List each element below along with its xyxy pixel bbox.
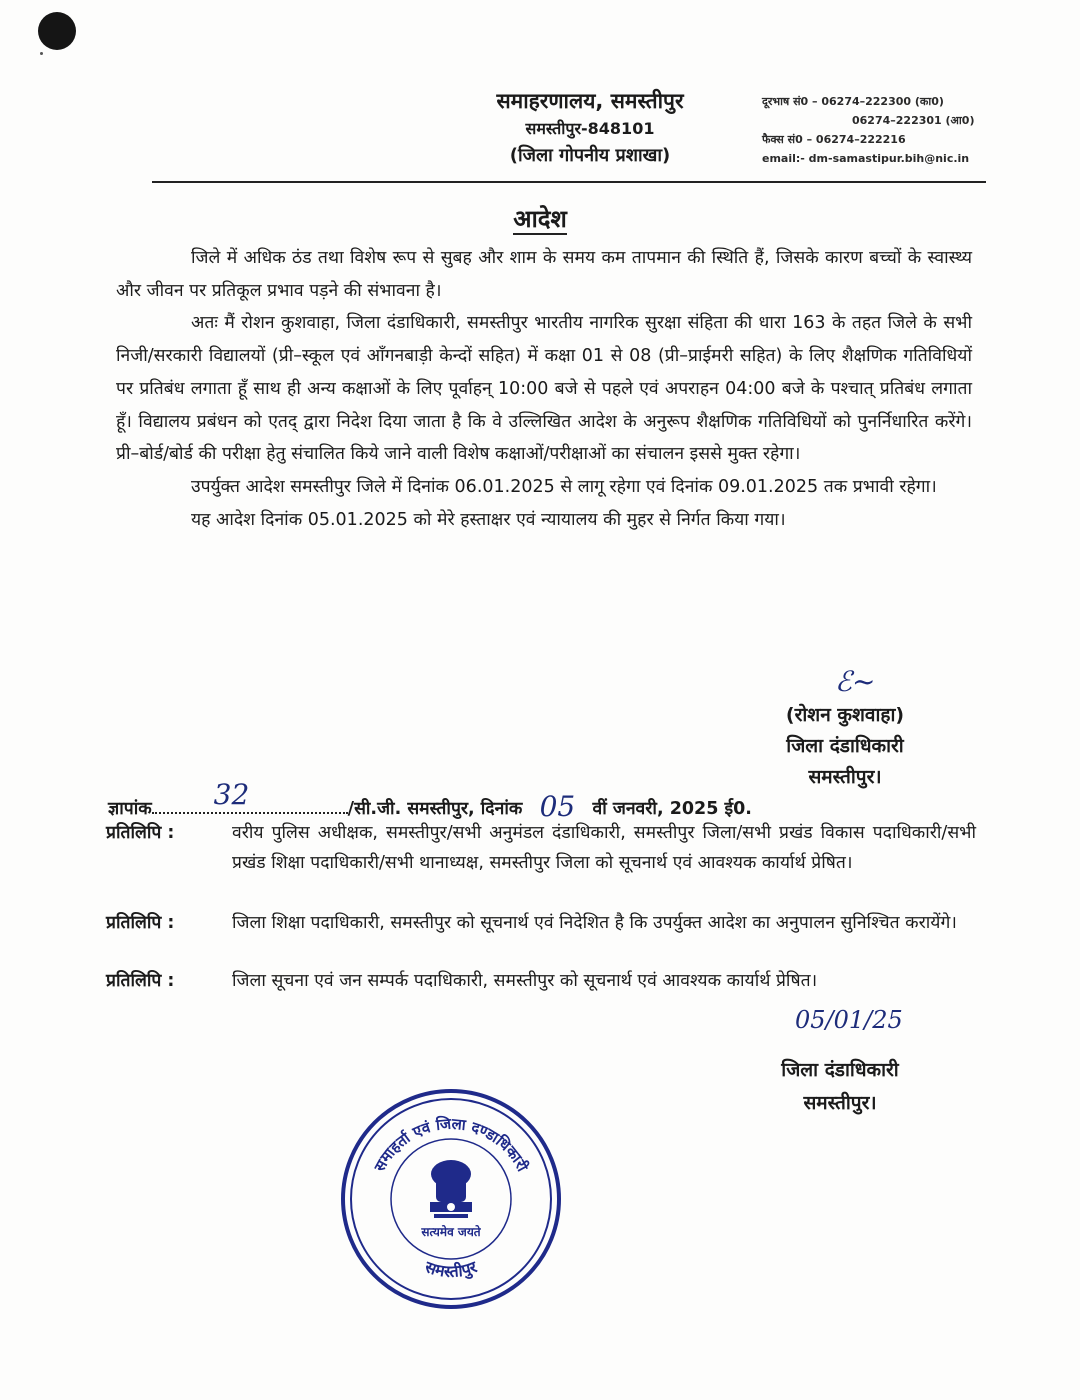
header-divider (152, 181, 986, 183)
memo-number-field (152, 778, 348, 814)
memo-day: 05 (539, 790, 576, 823)
signatory-place: समस्तीपुर। (808, 766, 882, 788)
office-branch: (जिला गोपनीय प्रशाखा) (509, 145, 671, 166)
memo-number: 32 (213, 778, 250, 811)
office-name: समाहरणालय, समस्तीपुर (496, 89, 684, 113)
phone-residence: 06274–222301 (आ0) (852, 114, 975, 127)
signatory2-block (740, 1054, 940, 1120)
copy-entry-3 (106, 966, 976, 996)
signature-mark: ℰ~ (835, 665, 876, 698)
copy-label: प्रतिलिपि : (106, 971, 175, 991)
copy-label: प्रतिलिपि : (106, 823, 175, 843)
seal-text-top: समाहर्ता एवं जिला दण्डाधिकारी (370, 1114, 532, 1175)
office-header (400, 86, 780, 170)
memo-line (108, 778, 988, 823)
order-paragraph-2: अतः मैं रोशन कुशवाहा, जिला दंडाधिकारी, समस्तीपुर भारतीय नागरिक सुरक्षा संहिता की धारा 163 के तहत जिले के सभी निजी/सरकारी विद्यालयों (प्री–स्कूल एवं आँगनबाड़ी केन्दों सहित) में कक्षा 01 से 08 (प्री–प्राईमरी सहित) के लिए शैक्षणिक गतिविधियों पर प्रतिबंध लगाता हूँ साथ ही अन्य कक्षाओं के लिए पूर्वाहन् 10:00 बजे से पहले एवं अपराहन 04:00 बजे के पश्चात् प्रतिबंध लगाता हूँ। विद्यालय प्रबंधन को एतद् द्वारा निदेश दिया जाता है कि वे उल्लिखित आदेश के अनुरूप शैक्षणिक गतिविधियों को पुनर्निधारित करेंगे। प्री–बोर्ड/बोर्ड की परीक्षा हेतु संचालित किये जाने वाली विशेष कक्षाओं/परीक्षाओं का संचालन इससे मुक्त रहेगा। (116, 313, 972, 465)
signatory2-designation: जिला दंडाधिकारी (781, 1059, 899, 1081)
order-heading: आदेश (513, 205, 567, 233)
contact-block (762, 92, 1002, 168)
memo-date-text: वीं जनवरी, 2025 ई0. (592, 799, 752, 819)
copy-text: जिला शिक्षा पदाधिकारी, समस्तीपुर को सूचनार्थ एवं निदेशित है कि उपर्युक्त आदेश का अनुपालन सुनिश्चित करायेंगे। (232, 913, 957, 933)
seal-motto: सत्यमेव जयते (421, 1225, 481, 1239)
copy-text: वरीय पुलिस अधीक्षक, समस्तीपुर/सभी अनुमंडल दंडाधिकारी, समस्तीपुर जिला/सभी प्रखंड विकास पदाधिकारी/सभी प्रखंड शिक्षा पदाधिकारी/सभी थानाध्यक्ष, समस्तीपुर जिला को सूचनार्थ एवं आवश्यक कार्यार्थ प्रेषित। (232, 823, 976, 873)
signatory-designation: जिला दंडाधिकारी (786, 735, 904, 757)
signatory-name: (रोशन कुशवाहा) (785, 704, 905, 726)
punch-hole (38, 12, 76, 50)
memo-label: ज्ञापांक (108, 799, 152, 819)
copy-entry-1 (106, 818, 976, 878)
initials-signature: 05/01/25 (795, 1006, 903, 1034)
office-pincode: समस्तीपुर-848101 (525, 119, 655, 138)
email-address: email:- dm-samastipur.bih@nic.in (762, 152, 970, 165)
official-seal (338, 1086, 564, 1312)
copy-text: जिला सूचना एवं जन सम्पर्क पदाधिकारी, समस्तीपुर को सूचनार्थ एवं आवश्यक कार्यार्थ प्रेषित। (232, 971, 818, 991)
signatory2-place: समस्तीपुर। (803, 1092, 877, 1114)
punch-hole-speck (40, 52, 43, 55)
signatory-block (740, 700, 950, 793)
order-paragraph-4: यह आदेश दिनांक 05.01.2025 को मेरे हस्ताक्षर एवं न्यायालय की मुहर से निर्गत किया गया। (191, 509, 786, 530)
copy-entry-2 (106, 908, 976, 938)
fax-number: फैक्स सं0 – 06274–222216 (762, 133, 906, 146)
phone-office: दूरभाष सं0 – 06274–222300 (का0) (762, 95, 944, 108)
copy-label: प्रतिलिपि : (106, 913, 175, 933)
order-paragraph-3: उपर्युक्त आदेश समस्तीपुर जिले में दिनांक 06.01.2025 से लागू रहेगा एवं दिनांक 09.01.2025 तक प्रभावी रहेगा। (191, 476, 937, 497)
order-body (116, 242, 972, 536)
lion-capital-emblem-icon (430, 1160, 472, 1218)
seal-text-bottom: समस्तीपुर (422, 1257, 480, 1282)
memo-text: /सी.जी. समस्तीपुर, दिनांक (347, 799, 523, 819)
order-paragraph-1: जिले में अधिक ठंड तथा विशेष रूप से सुबह और शाम के समय कम तापमान की स्थिति हैं, जिसके कारण बच्चों के स्वास्थ्य और जीवन पर प्रतिकूल प्रभाव पड़ने की संभावना है। (116, 248, 972, 301)
